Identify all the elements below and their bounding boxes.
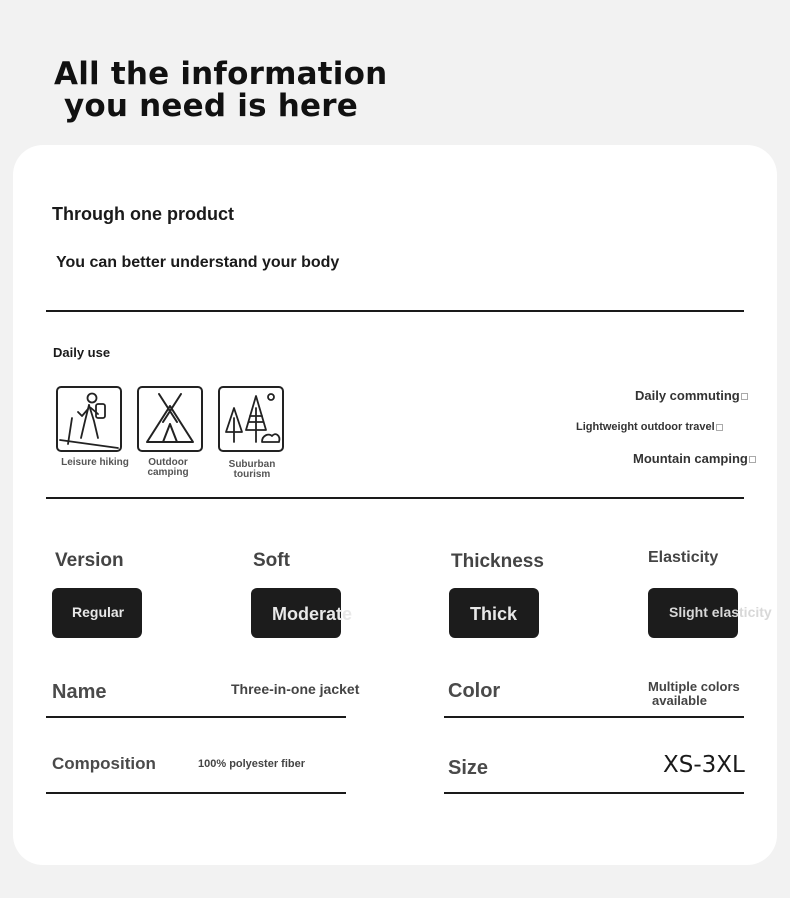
page-headline: [54, 58, 387, 122]
trees-icon: [218, 386, 284, 452]
spec-value-soft: Moderate: [272, 604, 353, 624]
scenario-outdoor-travel: Lightweight outdoor travel: [576, 421, 723, 433]
spec-value-version: Regular: [72, 604, 125, 620]
name-label: Name: [52, 681, 107, 703]
tent-icon: [137, 386, 203, 452]
icon-caption-tourism: Suburban tourism: [228, 459, 276, 480]
spec-label-version: Version: [55, 550, 124, 571]
divider: [46, 716, 346, 718]
spec-label-thickness: Thickness: [451, 551, 544, 572]
composition-value: 100% polyester fiber: [198, 758, 305, 770]
daily-use-heading: Daily use: [53, 345, 111, 360]
spec-value-elasticity: Slight elasticity: [669, 604, 772, 620]
composition-label: Composition: [52, 754, 156, 773]
icon-caption-hiking: Leisure hiking: [61, 457, 129, 468]
divider: [444, 716, 744, 718]
divider: [46, 792, 346, 794]
color-value: Multiple colors available: [648, 679, 740, 708]
intro-subheading: You can better understand your body: [56, 254, 340, 271]
hiker-icon: [56, 386, 122, 452]
headline-line-1: All the information: [54, 56, 388, 92]
divider: [444, 792, 744, 794]
icon-caption-camping: Outdoor camping: [147, 457, 189, 478]
scenario-daily-commuting: Daily commuting: [635, 388, 748, 403]
intro-heading: Through one product: [52, 204, 234, 224]
size-label: Size: [448, 757, 489, 779]
spec-label-elasticity: Elasticity: [648, 549, 719, 566]
size-value: XS-3XL: [663, 752, 745, 778]
spec-value-thickness: Thick: [470, 604, 518, 624]
divider: [46, 310, 744, 312]
color-label: Color: [448, 680, 501, 702]
scenario-mountain-camping: Mountain camping: [633, 451, 756, 466]
headline-line-2: you need is here: [64, 88, 358, 124]
name-value: Three-in-one jacket: [231, 681, 360, 697]
spec-label-soft: Soft: [253, 550, 290, 571]
divider: [46, 497, 744, 499]
